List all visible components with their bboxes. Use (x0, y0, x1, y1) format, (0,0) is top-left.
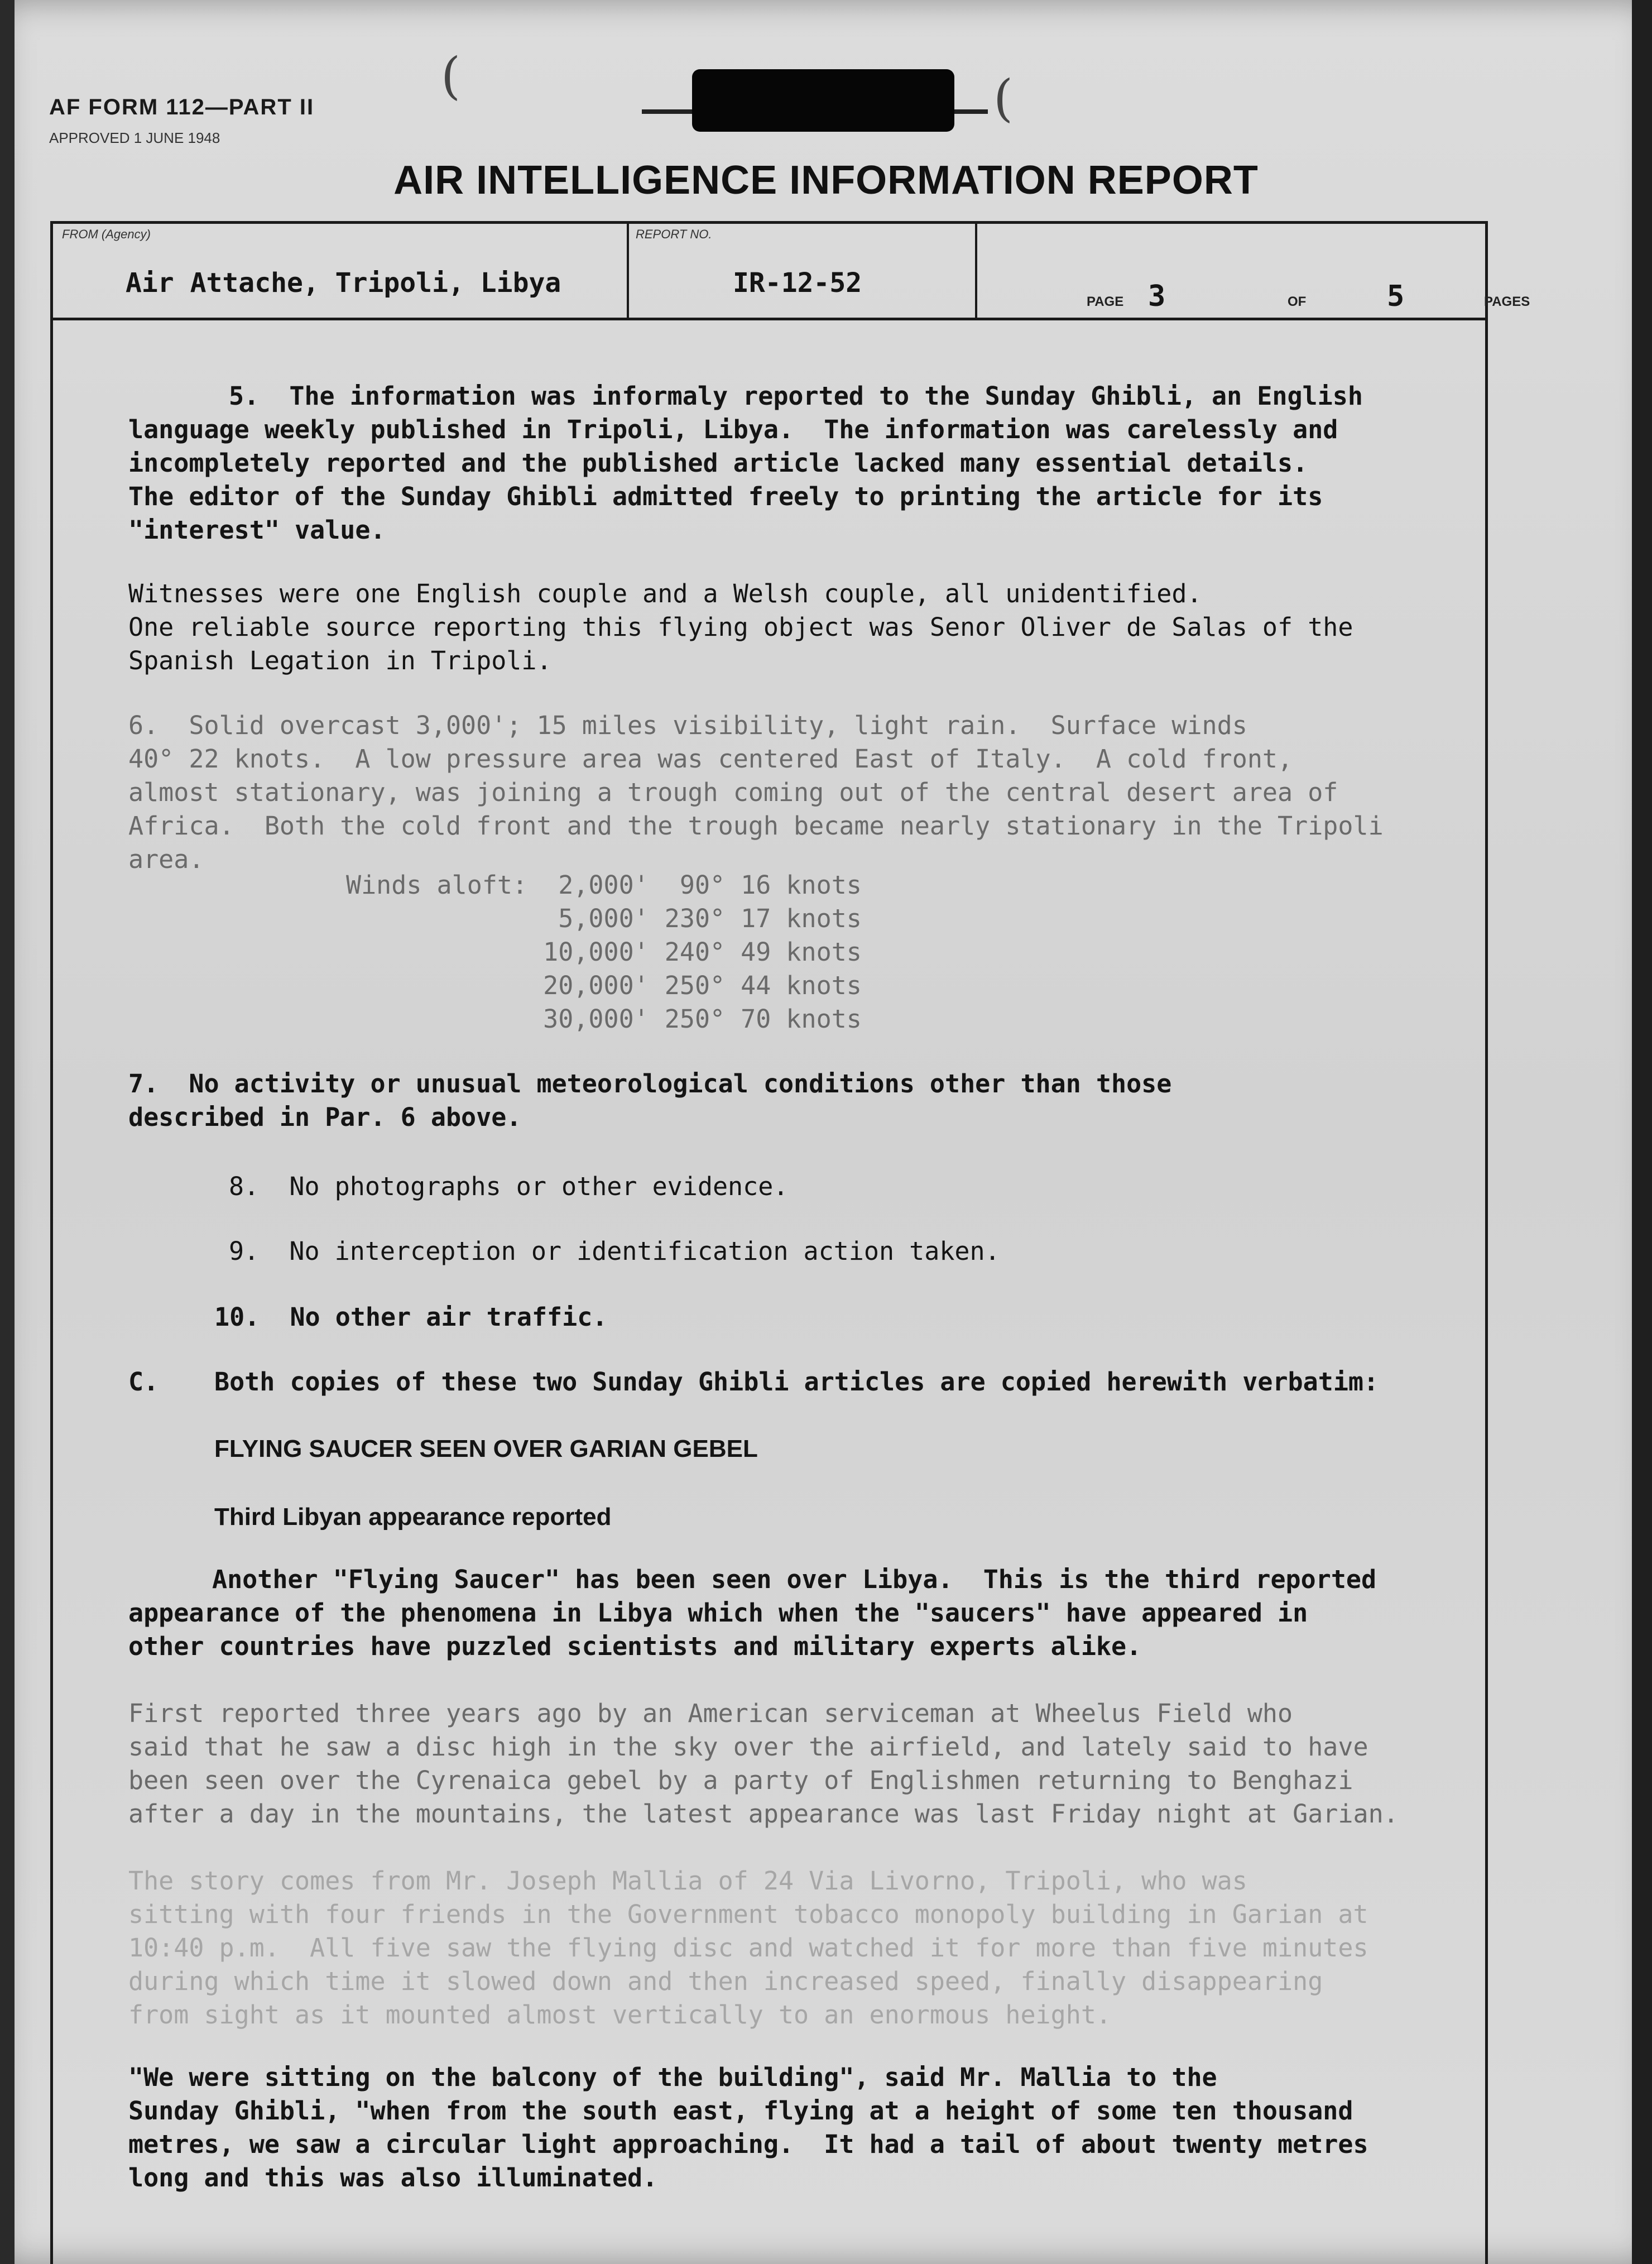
winds-aloft-table (346, 869, 877, 1036)
from-value: Air Attache, Tripoli, Libya (126, 267, 561, 299)
article-subhead: Third Libyan appearance reported (214, 1503, 612, 1531)
redaction-block (692, 69, 954, 132)
speed-cell: 17 knots (741, 904, 862, 933)
report-header-box (50, 221, 1530, 320)
article-paragraph-1: Another "Flying Saucer" has been seen over Libya. This is the third reported appearance of the phenomena in Libya which when the "saucers" have appeared in other countries have puzzled scientists and military experts alike. (128, 1565, 1377, 1661)
direction-cell: 250° (664, 1004, 726, 1034)
handwritten-paren-mark: ( (993, 69, 1014, 128)
speed-cell: 16 knots (741, 870, 862, 900)
report-number-cell (627, 224, 977, 318)
from-cell (53, 224, 629, 318)
paragraph-5: 5. The information was informaly reported to the Sunday Ghibli, an English language weekly published in Tripoli, Libya. The information was carelessly and incompletely reported and the published article lacked many essential details. The editor of the Sunday Ghibli admitted freely to printing the article for its "interest" value. (128, 381, 1363, 545)
form-id: AF FORM 112—PART II (49, 95, 315, 119)
direction-cell: 230° (664, 904, 726, 933)
winds-aloft-label (346, 1003, 543, 1036)
article-headline: FLYING SAUCER SEEN OVER GARIAN GEBEL (214, 1435, 758, 1462)
winds-aloft-label (346, 936, 543, 969)
report-title: AIR INTELLIGENCE INFORMATION REPORT (393, 158, 1259, 203)
form-approved-date: APPROVED 1 JUNE 1948 (49, 129, 220, 146)
altitude-cell: 5,000' (558, 904, 649, 933)
paragraph-9: 9. No interception or identification action taken. (229, 1236, 1000, 1266)
winds-aloft-row (346, 1003, 877, 1036)
winds-aloft-row (346, 869, 877, 902)
direction-cell: 90° (679, 870, 726, 900)
winds-aloft-row (346, 936, 877, 969)
paragraph-c-text: Both copies of these two Sunday Ghibli articles are copied herewith verbatim: (214, 1367, 1379, 1397)
altitude-cell: 10,000' (543, 937, 649, 967)
from-label: FROM (Agency) (62, 227, 151, 241)
speed-cell: 44 knots (741, 971, 862, 1000)
article-paragraph-3: The story comes from Mr. Joseph Mallia of 24 Via Livorno, Tripoli, who was sitting with four friends in the Government tobacco monopoly building in Garian at 10:40 p.m. All five saw the flying disc and watched it for more than five minutes during which time it slowed down and then increased speed, finally disappearing from sight as it mounted almost vertically to an enormous height. (128, 1866, 1368, 2030)
winds-aloft-label (346, 969, 543, 1003)
article-paragraph-2: First reported three years ago by an American serviceman at Wheelus Field who said that he saw a disc high in the sky over the airfield, and lately said to have been seen over the Cyrenaica gebel by a party of Englishmen returning to Benghazi after a day in the mountains, the latest appearance was last Friday night at Garian. (128, 1699, 1399, 1829)
handwritten-paren-mark: ( (441, 47, 461, 105)
paragraph-10: 10. No other air traffic. (214, 1302, 608, 1332)
paragraph-c-letter: C. (128, 1367, 159, 1397)
report-number-value: IR-12-52 (733, 267, 862, 299)
scan-edge-left (0, 0, 15, 2264)
speed-cell: 49 knots (741, 937, 862, 967)
paragraph-7: 7. No activity or unusual meteorological conditions other than those described in Par. 6 above. (128, 1069, 1172, 1132)
of-label: OF (1288, 294, 1307, 309)
winds-aloft-row (346, 969, 877, 1003)
scan-edge-right (1632, 0, 1652, 2264)
page-number: 3 (1148, 280, 1166, 313)
pages-label: PAGES (1484, 294, 1530, 309)
total-pages: 5 (1387, 280, 1405, 313)
altitude-cell: 20,000' (543, 971, 649, 1000)
direction-cell: 250° (664, 971, 726, 1000)
page-count-cell (975, 224, 1530, 318)
speed-cell: 70 knots (741, 1004, 862, 1034)
direction-cell: 240° (664, 937, 726, 967)
paragraph-6: 6. Solid overcast 3,000'; 15 miles visibility, light rain. Surface winds 40° 22 knots. A low pressure area was centered East of Italy. A cold front, almost stationary, was joining a trough coming out of the central desert area of Africa. Both the cold front and the trough became nearly stationary in the Tripoli area. (128, 711, 1384, 874)
winds-aloft-label (346, 902, 543, 936)
altitude-cell: 30,000' (543, 1004, 649, 1034)
article-paragraph-4: "We were sitting on the balcony of the building", said Mr. Mallia to the Sunday Ghibli, "when from the south east, flying at a height of some ten thousand metres, we saw a circular light approaching. It had a tail of about twenty metres long and this was also illuminated. (128, 2062, 1368, 2193)
paragraph-8: 8. No photographs or other evidence. (229, 1172, 789, 1201)
winds-aloft-label: Winds aloft: (346, 870, 528, 900)
paragraph-witnesses: Witnesses were one English couple and a Welsh couple, all unidentified. One reliable source reporting this flying object was Senor Oliver de Salas of the Spanish Legation in Tripoli. (128, 579, 1353, 675)
winds-aloft-row (346, 902, 877, 936)
report-number-label: REPORT NO. (636, 227, 712, 241)
altitude-cell: 2,000' (558, 870, 649, 900)
page-label: PAGE (1087, 294, 1124, 309)
